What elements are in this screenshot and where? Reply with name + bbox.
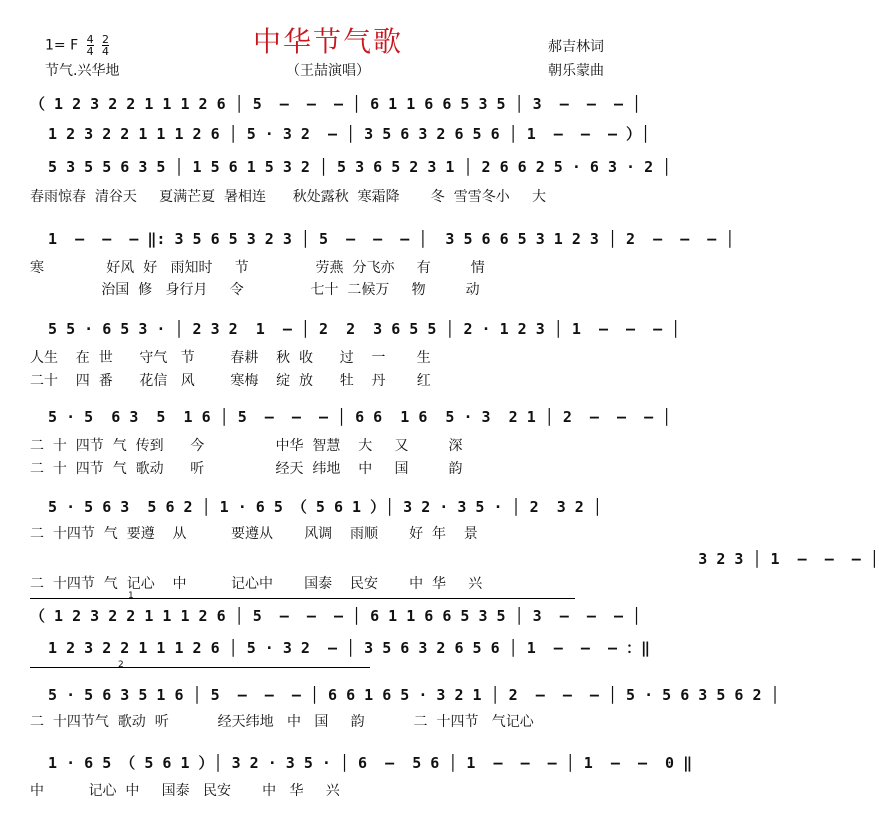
notation-line-8: 3 2 3 │ 1 – – – │ [30,550,879,568]
notation-line-10: 1 2 3 2 2 1 1 1 2 6 │ 5 · 3 2 – │ 3 5 6 3 2 6 5 6 │ 1 – – – ：‖ [30,639,651,657]
notation-line-9: （ 1 2 3 2 2 1 1 1 2 6 │ 5 – – – │ 6 1 1 6 6 5 3 5 │ 3 – – – │ [30,607,642,625]
lyric-line-3: 春雨惊春 清谷天 夏满芒夏 暑相连 秋处露秋 寒霜降 冬 雪雪冬小 大 [30,189,546,205]
notation-line-5: 5 5 · 6 5 3 · │ 2 3 2 1 – │ 2 2 3 6 5 5 │ 2 · 1 2 3 │ 1 – – – │ [30,320,681,338]
lyric-line-7: 二 十四节 气 要遵 从 要遵从 风调 雨顺 好 年 景 [30,526,478,542]
lyric-line-6a: 二 十 四节 气 传到 今 中华 智慧 大 又 深 [30,438,463,454]
volta-bracket-1 [30,598,575,599]
lyric-line-12: 中 记心 中 国泰 民安 中 华 兴 [30,783,340,799]
key-signature [45,34,109,57]
subtitle-left: 节气.兴华地 [45,63,120,79]
lyric-line-8: 二 十四节 气 记心 中 记心中 国泰 民安 中 华 兴 [30,576,483,592]
volta-number-2: 2 [118,660,124,670]
lyric-line-5a: 人生 在 世 守气 节 春耕 秋 收 过 一 生 [30,350,431,366]
composer: 朝乐蒙曲 [548,63,604,79]
lyric-line-5b: 二十 四 番 花信 风 寒梅 绽 放 牡 丹 红 [30,373,431,389]
lyric-line-6b: 二 十 四节 气 歌动 听 经天 纬地 中 国 韵 [30,461,463,477]
notation-line-4: 1 – – – ‖: 3 5 6 5 3 2 3 │ 5 – – – │ 3 5 6 6 5 3 1 2 3 │ 2 – – – │ [30,230,735,248]
volta-number-1: 1 [128,591,134,601]
notation-line-7: 5 · 5 6 3 5 6 2 │ 1 · 6 5 （ 5 6 1 ）│ 3 2 · 3 5 · │ 2 3 2 │ [30,498,602,516]
key-text: 1= F [45,37,79,54]
volta-bracket-2 [30,667,370,668]
notation-line-1: （ 1 2 3 2 2 1 1 1 2 6 │ 5 – – – │ 6 1 1 6 6 5 3 5 │ 3 – – – │ [30,95,642,113]
lyric-line-4b: 治国 修 身行月 令 七十 二候万 物 动 [30,282,480,298]
notation-line-11: 5 · 5 6 3 5 1 6 │ 5 – – – │ 6 6 1 6 5 · 3 2 1 │ 2 – – – │ 5 · 5 6 3 5 6 2 │ [30,686,780,704]
time-signature-1: $\frac{4}{4}$ [86,33,94,58]
notation-line-2: 1 2 3 2 2 1 1 1 2 6 │ 5 · 3 2 – │ 3 5 6 3 2 6 5 6 │ 1 – – – ）│ [30,125,651,143]
lyricist: 郝吉林词 [548,39,604,55]
song-title: 中华节气歌 [252,25,403,58]
singer-credit: （王喆演唱） [286,63,370,79]
time-signature-2: $\frac{2}{4}$ [102,33,110,58]
notation-line-3: 5 3 5 5 6 3 5 │ 1 5 6 1 5 3 2 │ 5 3 6 5 2 3 1 │ 2 6 6 2 5 · 6 3 · 2 │ [30,158,672,176]
notation-line-12: 1 · 6 5 （ 5 6 1 ）│ 3 2 · 3 5 · │ 6 – 5 6 │ 1 – – – │ 1 – – 0 ‖ [30,754,693,772]
lyric-line-4a: 寒 好风 好 雨知时 节 劳燕 分飞亦 有 情 [30,260,485,276]
lyric-line-11: 二 十四节气 歌动 听 经天纬地 中 国 韵 二 十四节 气记心 [30,714,534,730]
notation-line-6: 5 · 5 6 3 5 1 6 │ 5 – – – │ 6 6 1 6 5 · 3 2 1 │ 2 – – – │ [30,408,672,426]
